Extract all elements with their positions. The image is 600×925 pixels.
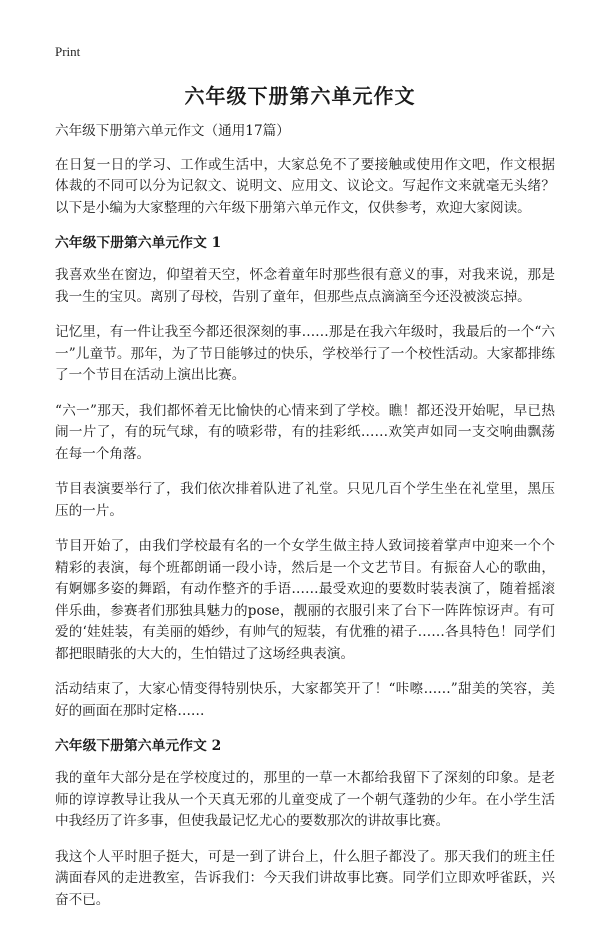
essay-1-paragraph: 节目开始了，由我们学校最有名的一个女学生做主持人致词接着掌声中迎来一个个精彩的表演，每个班都朗诵一段小诗，然后是一个文艺节目。有振奋人心的歌曲，有婀娜多姿的舞蹈，有动作整齐的手语……最受欢迎的要数时装表演了，随着摇滚伴乐曲，参赛者们那独具魅力的pose，靓丽的衣服引来了台下一阵阵惊讶声。有可爱的‘娃娃装，有美丽的婚纱，有帅气的短装，有优雅的裙子……各具特色！同学们都把眼睛张的大大的，生怕错过了这场经典表演。 xyxy=(55,538,555,662)
essay-1-heading: 六年级下册第六单元作文 1 xyxy=(55,235,222,251)
intro-paragraph: 在日复一日的学习、工作或生活中，大家总免不了要接触或使用作文吧，作文根据体裁的不同可以分为记叙文、说明文、应用文、议论文。写起作文来就毫无头绪？以下是小编为大家整理的六年级下册第六单元作文，仅供参考，欢迎大家阅读。 xyxy=(55,156,555,216)
essay-1-paragraph: 节目表演要举行了，我们依次排着队进了礼堂。只见几百个学生坐在礼堂里，黑压压的一片。 xyxy=(55,481,555,519)
essay-1-paragraph: 我喜欢坐在窗边，仰望着天空，怀念着童年时那些很有意义的事，对我来说，那是我一生的宝贝。离别了母校，告别了童年，但那些点点滴滴至今还没被淡忘掉。 xyxy=(55,267,555,305)
document-subtitle: 六年级下册第六单元作文（通用17篇） xyxy=(55,123,290,139)
document-body xyxy=(55,121,555,925)
print-link[interactable]: Print xyxy=(55,44,81,59)
page-title: 六年级下册第六单元作文 xyxy=(184,84,416,108)
essay-2-paragraph: 我这个人平时胆子挺大，可是一到了讲台上，什么胆子都没了。那天我们的班主任满面春风的走进教室，告诉我们：今天我们讲故事比赛。同学们立即欢呼雀跃，兴奋不已。 xyxy=(55,848,555,908)
essay-1-paragraph: “六一”那天，我们都怀着无比愉快的心情来到了学校。瞧！都还没开始呢，早已热闹一片了，有的玩气球，有的喷彩带，有的挂彩纸……欢笑声如同一支交响曲飘荡在每一个角落。 xyxy=(55,402,555,462)
essay-1-paragraph: 记忆里，有一件让我至今都还很深刻的事……那是在我六年级时，我最后的一个“六一”儿童节。那年，为了节日能够过的快乐，学校举行了一个校性活动。大家都排练了一个节目在活动上演出比赛。 xyxy=(55,324,555,383)
essay-2-paragraph: 我的童年大部分是在学校度过的，那里的一草一木都给我留下了深刻的印象。是老师的谆谆教导让我从一个天真无邪的儿童变成了一个朝气蓬勃的少年。在小学生活中我经历了许多事，但使我最记忆尤心的要数那次的讲故事比赛。 xyxy=(55,770,555,829)
essay-2-heading: 六年级下册第六单元作文 2 xyxy=(55,738,222,754)
essay-1-paragraph: 活动结束了，大家心情变得特别快乐，大家都笑开了！“咔嚓……”甜美的笑容，美好的画面在那时定格…… xyxy=(55,681,555,719)
